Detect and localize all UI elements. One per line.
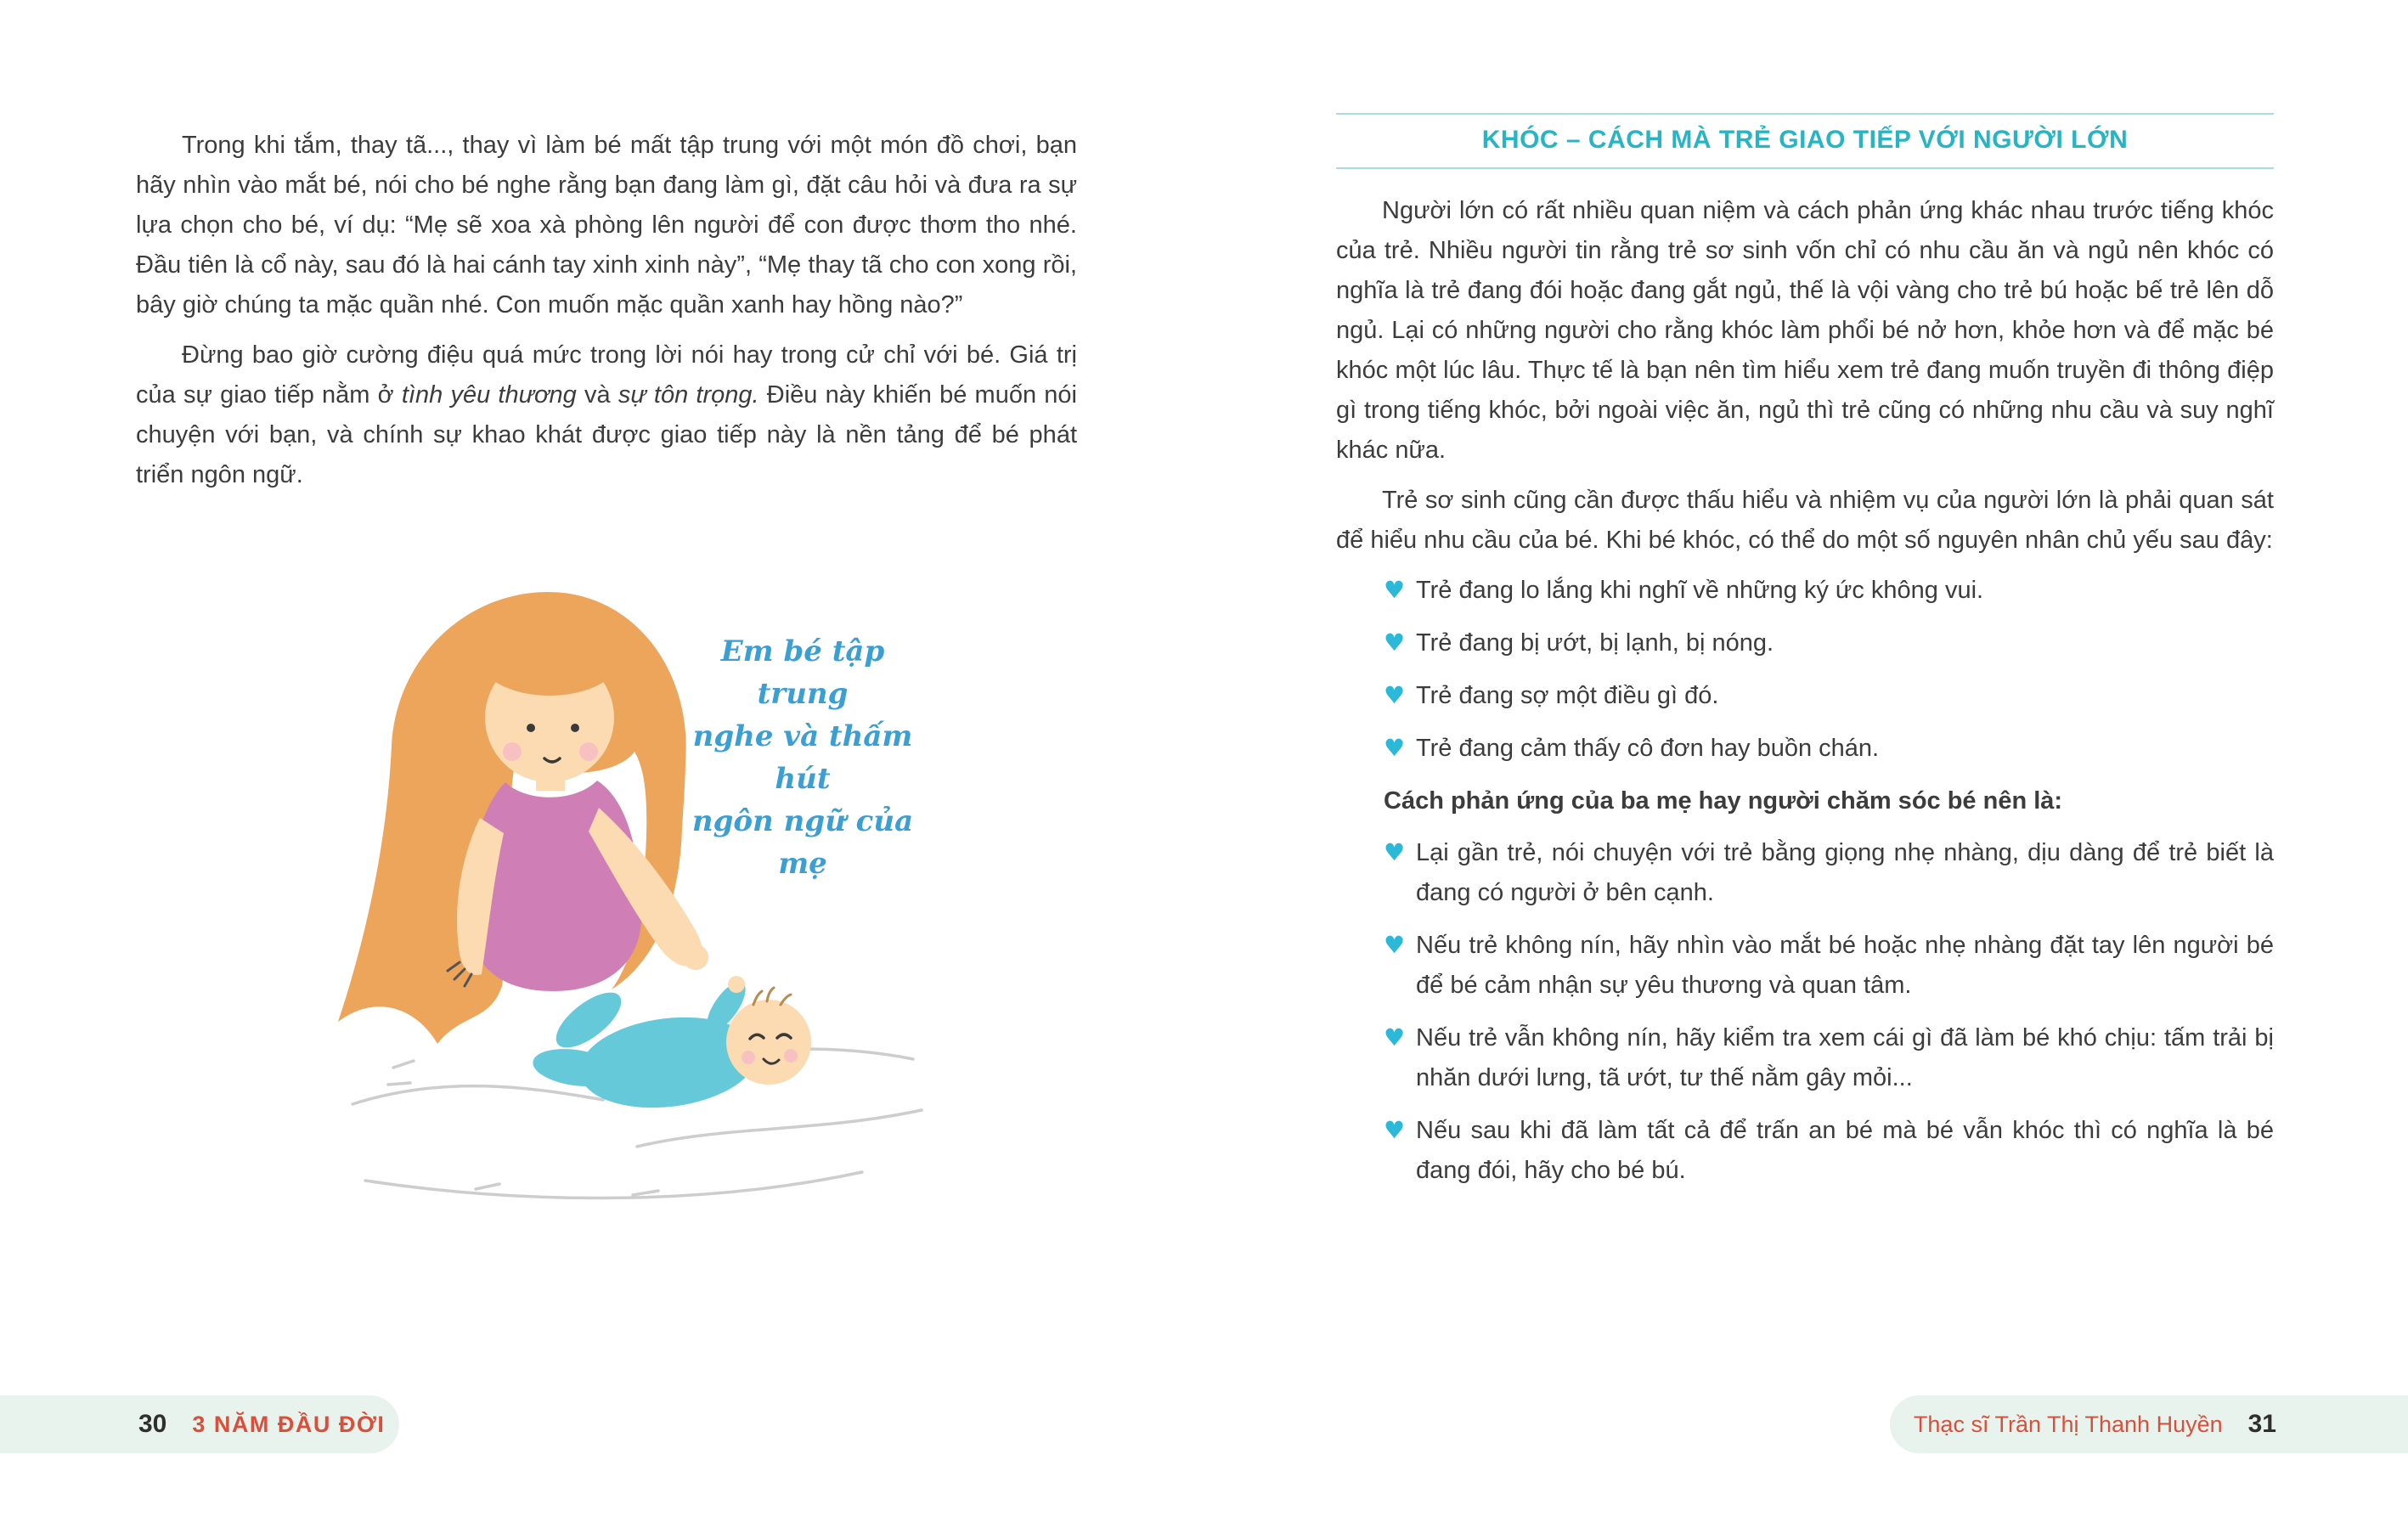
page-number-right: 31 (2247, 1410, 2276, 1438)
paragraph-text: Người lớn có rất nhiều quan niệm và cách phản ứng khác nhau trước tiếng khóc của trẻ. Nhiều người tin rằng trẻ sơ sinh vốn chỉ có nhu cầu ăn và ngủ nên khóc có nghĩa là trẻ đang đói hoặc đang gắt ngủ, thế là vội vàng cho trẻ bú hoặc bế trẻ lên dỗ ngủ. Lại có những người cho rằng khóc làm phổi bé nở hơn, khỏe hơn và để mặc bé khóc một lúc lâu. Thực tế là bạn nên tìm hiểu xem trẻ đang muốn truyền đi thông điệp gì trong tiếng khóc, bởi ngoài việc ăn, ngủ thì trẻ cũng có những nhu cầu và suy nghĩ khác nữa. (1336, 197, 2274, 464)
response-text: Nếu trẻ không nín, hãy nhìn vào mắt bé hoặc nhẹ nhàng đặt tay lên người bé để bé cảm nhận sự yêu thương và quan tâm. (1416, 932, 2274, 999)
emphasized-text: tình yêu thương (401, 381, 577, 409)
heart-icon: ♥ (1384, 734, 1406, 762)
section-heading-block (1336, 113, 2274, 169)
page-right (1336, 113, 2274, 1204)
response-item (1336, 833, 2274, 913)
response-text: Lại gần trẻ, nói chuyện với trẻ bằng giọng nhẹ nhàng, dịu dàng để trẻ biết là đang có người ở bên cạnh. (1416, 839, 2274, 906)
response-item (1336, 1111, 2274, 1191)
response-text: Nếu sau khi đã làm tất cả để trấn an bé mà bé vẫn khóc thì có nghĩa là bé đang đói, hãy cho bé bú. (1416, 1117, 2274, 1184)
paragraph (1336, 481, 2274, 561)
author-name: Thạc sĩ Trần Thị Thanh Huyền (1913, 1411, 2223, 1437)
caption-line: ngôn ngữ của mẹ (691, 804, 914, 881)
footer-left (0, 1395, 399, 1453)
response-item (1336, 926, 2274, 1006)
mother-fringe (478, 617, 621, 696)
paragraph-text: Điều này khiến bé muốn nói chuyện với bạn, và chính sự khao khát được giao tiếp này là nền tảng để bé phát triển ngôn ngữ. (136, 381, 1077, 488)
mother-right-hand (683, 944, 708, 970)
heart-icon: ♥ (1384, 629, 1406, 657)
response-item (1336, 1018, 2274, 1098)
cause-text: Trẻ đang lo lắng khi nghĩ về những ký ức không vui. (1416, 577, 1984, 604)
heart-icon: ♥ (1384, 1116, 1406, 1144)
heart-icon: ♥ (1384, 931, 1406, 959)
footer-right (1890, 1395, 2408, 1453)
heart-icon: ♥ (1384, 681, 1406, 709)
cause-text: Trẻ đang cảm thấy cô đơn hay buồn chán. (1416, 735, 1880, 762)
emphasized-text: sự tôn trọng. (618, 381, 759, 409)
paragraph-text: Đừng bao giờ cường điệu quá mức trong lời nói hay trong cử chỉ với bé. Giá trị của sự giao tiếp nằm ở (136, 341, 1077, 409)
paragraph-text: và (576, 381, 618, 409)
book-title: 3 NĂM ĐẦU ĐỜI (192, 1411, 386, 1437)
cause-item (1336, 571, 2274, 611)
paragraph (136, 335, 1077, 495)
section-heading: KHÓC – CÁCH MÀ TRẺ GIAO TIẾP VỚI NGƯỜI LỚN (1481, 126, 2129, 154)
cause-text: Trẻ đang bị ướt, bị lạnh, bị nóng. (1416, 629, 1774, 657)
paragraph-text: Trẻ sơ sinh cũng cần được thấu hiểu và nhiệm vụ của người lớn là phải quan sát để hiểu nhu cầu của bé. Khi bé khóc, có thể do một số nguyên nhân chủ yếu sau đây: (1336, 487, 2274, 554)
paragraph (1336, 191, 2274, 471)
caption-line: Em bé tập trung (720, 634, 885, 711)
cause-text: Trẻ đang sợ một điều gì đó. (1416, 682, 1719, 709)
cause-item (1336, 676, 2274, 716)
cause-item (1336, 729, 2274, 769)
heart-icon: ♥ (1384, 1023, 1406, 1051)
paragraph (136, 126, 1077, 325)
paragraph-text: Trong khi tắm, thay tã..., thay vì làm bé mất tập trung với một món đồ chơi, bạn hãy nhìn vào mắt bé, nói cho bé nghe rằng bạn đang làm gì, đặt câu hỏi và đưa ra sự lựa chọn cho bé, ví dụ: “Mẹ sẽ xoa xà phòng lên người để con được thơm tho nhé. Đầu tiên là cổ này, sau đó là hai cánh tay xinh xinh này”, “Mẹ thay tã cho con xong rồi, bây giờ chúng ta mặc quần nhé. Con muốn mặc quần xanh hay hồng nào?” (136, 132, 1077, 319)
illustration-caption (671, 630, 934, 885)
caption-line: nghe và thấm hút (692, 719, 913, 796)
page-left (136, 126, 1077, 505)
baby-face (726, 1000, 811, 1085)
response-text: Nếu trẻ vẫn không nín, hãy kiểm tra xem cái gì đã làm bé khó chịu: tấm trải bị nhăn dưới lưng, tã ướt, tư thế nằm gây mỏi... (1416, 1024, 2274, 1091)
page-number-left: 30 (138, 1410, 167, 1438)
cause-item (1336, 623, 2274, 663)
subheading: Cách phản ứng của ba mẹ hay người chăm sóc bé nên là: (1384, 787, 2063, 815)
heart-icon: ♥ (1384, 838, 1406, 866)
heart-icon: ♥ (1384, 576, 1406, 604)
